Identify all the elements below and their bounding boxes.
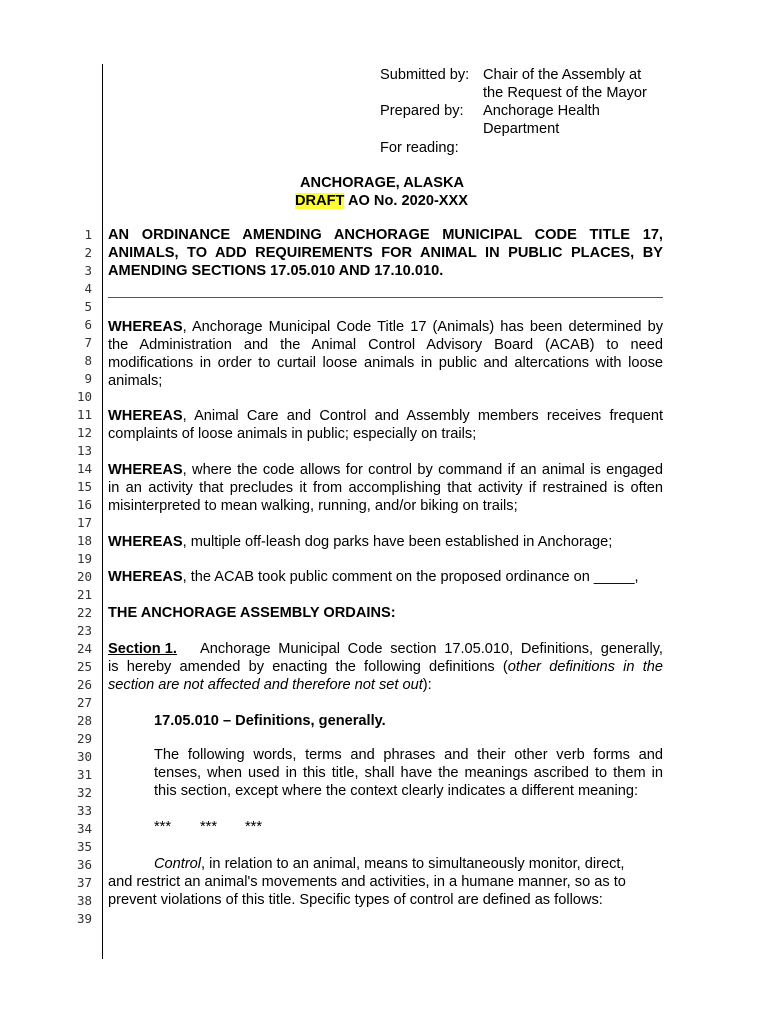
line-number: 21: [76, 587, 92, 602]
line-number: 15: [76, 479, 92, 494]
control-text: , in relation to an animal, means to simultaneously monitor, direct,: [201, 856, 625, 872]
prepared-by-label: Prepared by:: [380, 103, 464, 119]
section-1-text: is hereby amended by enacting the following definitions (: [108, 659, 508, 675]
line-number: 30: [76, 749, 92, 764]
line-number: 10: [76, 389, 92, 404]
definitions-para-line-3: this section, except where the context clearly indicates a different meaning:: [154, 783, 639, 799]
ordains-heading: THE ANCHORAGE ASSEMBLY ORDAINS:: [108, 605, 396, 621]
whereas-3-text: , where the code allows for control by command if an animal is engaged: [182, 462, 663, 478]
line-number: 24: [76, 641, 92, 656]
section-1-italic: other definitions in the: [507, 659, 663, 675]
line-number: 7: [84, 335, 92, 350]
line-number: 17: [76, 515, 92, 530]
whereas-1-line-1: [108, 318, 663, 336]
whereas-3-line-3: misinterpreted to mean walking, running, and/or biking on trails;: [108, 498, 518, 514]
prepared-by-value-2: Department: [483, 121, 560, 137]
whereas-4-text: , multiple off-leash dog parks have been established in Anchorage;: [182, 534, 613, 550]
whereas-keyword: WHEREAS: [108, 408, 183, 424]
definitions-para-line-2: tenses, when used in this title, shall have the meanings ascribed to them in: [154, 765, 663, 781]
ordinance-title-line-3: AMENDING SECTIONS 17.05.010 AND 17.10.010.: [108, 263, 444, 279]
definitions-para-line-1: The following words, terms and phrases and their other verb forms and: [154, 747, 663, 763]
omission-stars-3: ***: [245, 819, 263, 835]
whereas-keyword: WHEREAS: [108, 569, 183, 585]
section-1-line-3: [108, 676, 432, 694]
line-number: 31: [76, 767, 92, 782]
whereas-3-line-1: [108, 461, 663, 479]
line-number: 33: [76, 803, 92, 818]
control-definition-line-1: [154, 855, 624, 873]
ao-number: AO No. 2020-XXX: [344, 193, 469, 209]
line-number: 1: [84, 227, 92, 242]
section-1-line-1: Anchorage Municipal Code section 17.05.010, Definitions, generally,: [200, 641, 663, 657]
line-number: 12: [76, 425, 92, 440]
line-number: 13: [76, 443, 92, 458]
for-reading-label: For reading:: [380, 140, 459, 156]
whereas-2-line-1: [108, 407, 663, 425]
line-number: 8: [84, 353, 92, 368]
control-definition-line-3: prevent violations of this title. Specific types of control are defined as follows:: [108, 892, 603, 908]
line-number: 3: [84, 263, 92, 278]
line-number: 28: [76, 713, 92, 728]
omission-stars-1: ***: [154, 819, 172, 835]
ordinance-title-line-2: ANIMALS, TO ADD REQUIREMENTS FOR ANIMAL IN PUBLIC PLACES, BY: [108, 245, 663, 261]
line-number: 9: [84, 371, 92, 386]
whereas-1-text: , Anchorage Municipal Code Title 17 (Animals) has been determined by: [182, 319, 663, 335]
line-number: 14: [76, 461, 92, 476]
line-number: 11: [76, 407, 92, 422]
line-number: 6: [84, 317, 92, 332]
margin-rule: [102, 64, 103, 959]
line-number: 19: [76, 551, 92, 566]
line-number: 16: [76, 497, 92, 512]
line-number: 29: [76, 731, 92, 746]
whereas-keyword: WHEREAS: [108, 462, 183, 478]
title-divider: [108, 297, 663, 298]
whereas-3-line-2: in an activity that precludes it from accomplishing that activity if restrained is often: [108, 480, 663, 496]
whereas-2-line-2: complaints of loose animals in public; especially on trails;: [108, 426, 477, 442]
section-1-italic-2: section are not affected and therefore not set out: [108, 677, 423, 693]
whereas-keyword: WHEREAS: [108, 534, 183, 550]
line-number: 23: [76, 623, 92, 638]
line-number: 25: [76, 659, 92, 674]
whereas-1-line-2: the Administration and the Animal Control Advisory Board (ACAB) to need: [108, 337, 663, 353]
line-number: 26: [76, 677, 92, 692]
section-1-close: ):: [422, 677, 432, 693]
line-number: 18: [76, 533, 92, 548]
whereas-5-line-1: [108, 568, 639, 586]
line-number: 20: [76, 569, 92, 584]
line-number: 39: [76, 911, 92, 926]
submitted-by-value-1: Chair of the Assembly at: [483, 67, 642, 83]
section-1-heading: Section 1.: [108, 641, 177, 657]
prepared-by-value-1: Anchorage Health: [483, 103, 600, 119]
whereas-5-text: , the ACAB took public comment on the proposed ordinance on _____,: [182, 569, 639, 585]
line-number: 27: [76, 695, 92, 710]
omission-stars-2: ***: [200, 819, 218, 835]
line-number: 37: [76, 875, 92, 890]
ordinance-title-line-1: AN ORDINANCE AMENDING ANCHORAGE MUNICIPAL CODE TITLE 17,: [108, 227, 663, 243]
control-term: Control: [154, 856, 202, 872]
line-number: 38: [76, 893, 92, 908]
control-definition-line-2: and restrict an animal's movements and activities, in a humane manner, so as to: [108, 874, 626, 890]
section-1-label: [108, 640, 177, 658]
section-1-line-2: [108, 658, 663, 676]
submitted-by-value-2: the Request of the Mayor: [483, 85, 647, 101]
draft-highlight: DRAFT: [295, 193, 345, 209]
line-number: 22: [76, 605, 92, 620]
submitted-by-label: Submitted by:: [380, 67, 470, 83]
whereas-1-line-4: animals;: [108, 373, 163, 389]
whereas-2-text: , Animal Care and Control and Assembly members receives frequent: [182, 408, 663, 424]
line-number: 2: [84, 245, 92, 260]
line-number: 4: [84, 281, 92, 296]
line-number: 36: [76, 857, 92, 872]
city-heading: ANCHORAGE, ALASKA: [300, 175, 465, 191]
line-number: 32: [76, 785, 92, 800]
line-number: 34: [76, 821, 92, 836]
line-number: 5: [84, 299, 92, 314]
whereas-1-line-3: modifications in order to curtail loose animals in public and altercations with loose: [108, 355, 663, 371]
whereas-4-line-1: [108, 533, 612, 551]
line-number: 35: [76, 839, 92, 854]
whereas-keyword: WHEREAS: [108, 319, 183, 335]
definitions-heading: 17.05.010 – Definitions, generally.: [154, 713, 386, 729]
ao-number-heading: [295, 192, 468, 210]
